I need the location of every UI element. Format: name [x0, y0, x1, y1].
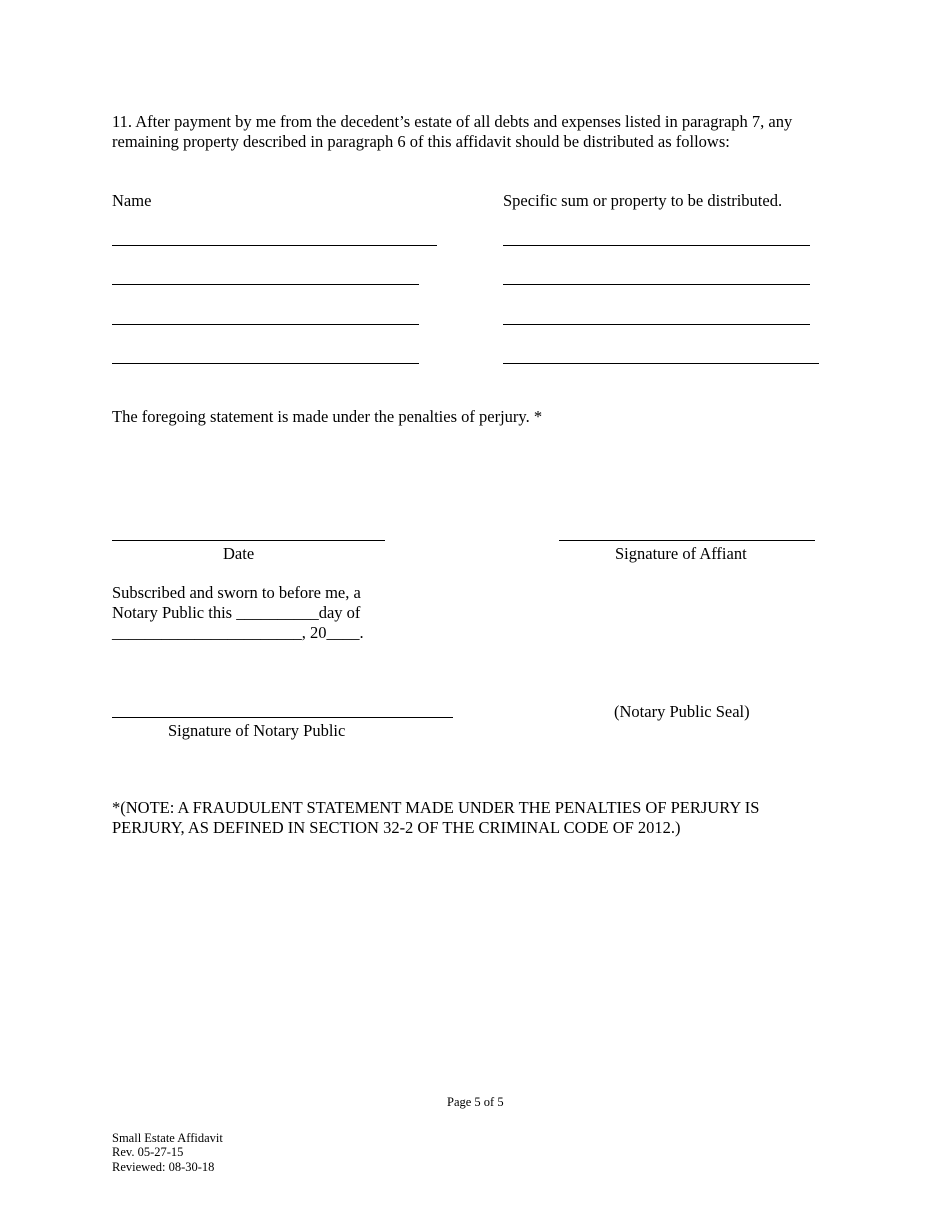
property-blank-line-2[interactable]: [503, 284, 810, 285]
date-signature-line[interactable]: [112, 540, 385, 541]
form-name: Small Estate Affidavit: [112, 1131, 223, 1145]
notary-jurat-line-1: Subscribed and sworn to before me, a: [112, 583, 361, 602]
notary-signature-line[interactable]: [112, 717, 453, 718]
perjury-note: [112, 798, 839, 838]
notary-seal-label: (Notary Public Seal): [614, 702, 750, 721]
perjury-statement: The foregoing statement is made under the penalties of perjury. *: [112, 407, 543, 426]
affiant-signature-line[interactable]: [559, 540, 815, 541]
name-blank-line-4[interactable]: [112, 363, 419, 364]
name-blank-line-3[interactable]: [112, 324, 419, 325]
reviewed-date: Reviewed: 08-30-18: [112, 1160, 215, 1174]
name-column-header: Name: [112, 191, 152, 210]
notary-signature-label: Signature of Notary Public: [168, 721, 346, 740]
page-number: Page 5 of 5: [447, 1095, 504, 1109]
paragraph-11-line-1: 11. After payment by me from the decedent’s estate of all debts and expenses listed in paragraph 7, any: [112, 112, 793, 131]
name-blank-line-2[interactable]: [112, 284, 419, 285]
notary-jurat-line-2: Notary Public this __________day of: [112, 603, 361, 622]
name-blank-line-1[interactable]: [112, 245, 437, 246]
property-column-header: Specific sum or property to be distributed.: [503, 191, 783, 210]
date-label: Date: [223, 544, 255, 563]
perjury-note-line-2: PERJURY, AS DEFINED IN SECTION 32-2 OF THE CRIMINAL CODE OF 2012.): [112, 818, 681, 837]
property-blank-line-4[interactable]: [503, 363, 819, 364]
notary-jurat-line-3: _______________________, 20____.: [112, 623, 364, 642]
affiant-signature-label: Signature of Affiant: [615, 544, 747, 563]
revision-date: Rev. 05-27-15: [112, 1145, 184, 1159]
perjury-note-line-1: *(NOTE: A FRAUDULENT STATEMENT MADE UNDER THE PENALTIES OF PERJURY IS: [112, 798, 760, 817]
property-blank-line-1[interactable]: [503, 245, 810, 246]
paragraph-11: [112, 112, 840, 152]
property-blank-line-3[interactable]: [503, 324, 810, 325]
paragraph-11-line-2: remaining property described in paragraph 6 of this affidavit should be distributed as follows:: [112, 132, 730, 151]
